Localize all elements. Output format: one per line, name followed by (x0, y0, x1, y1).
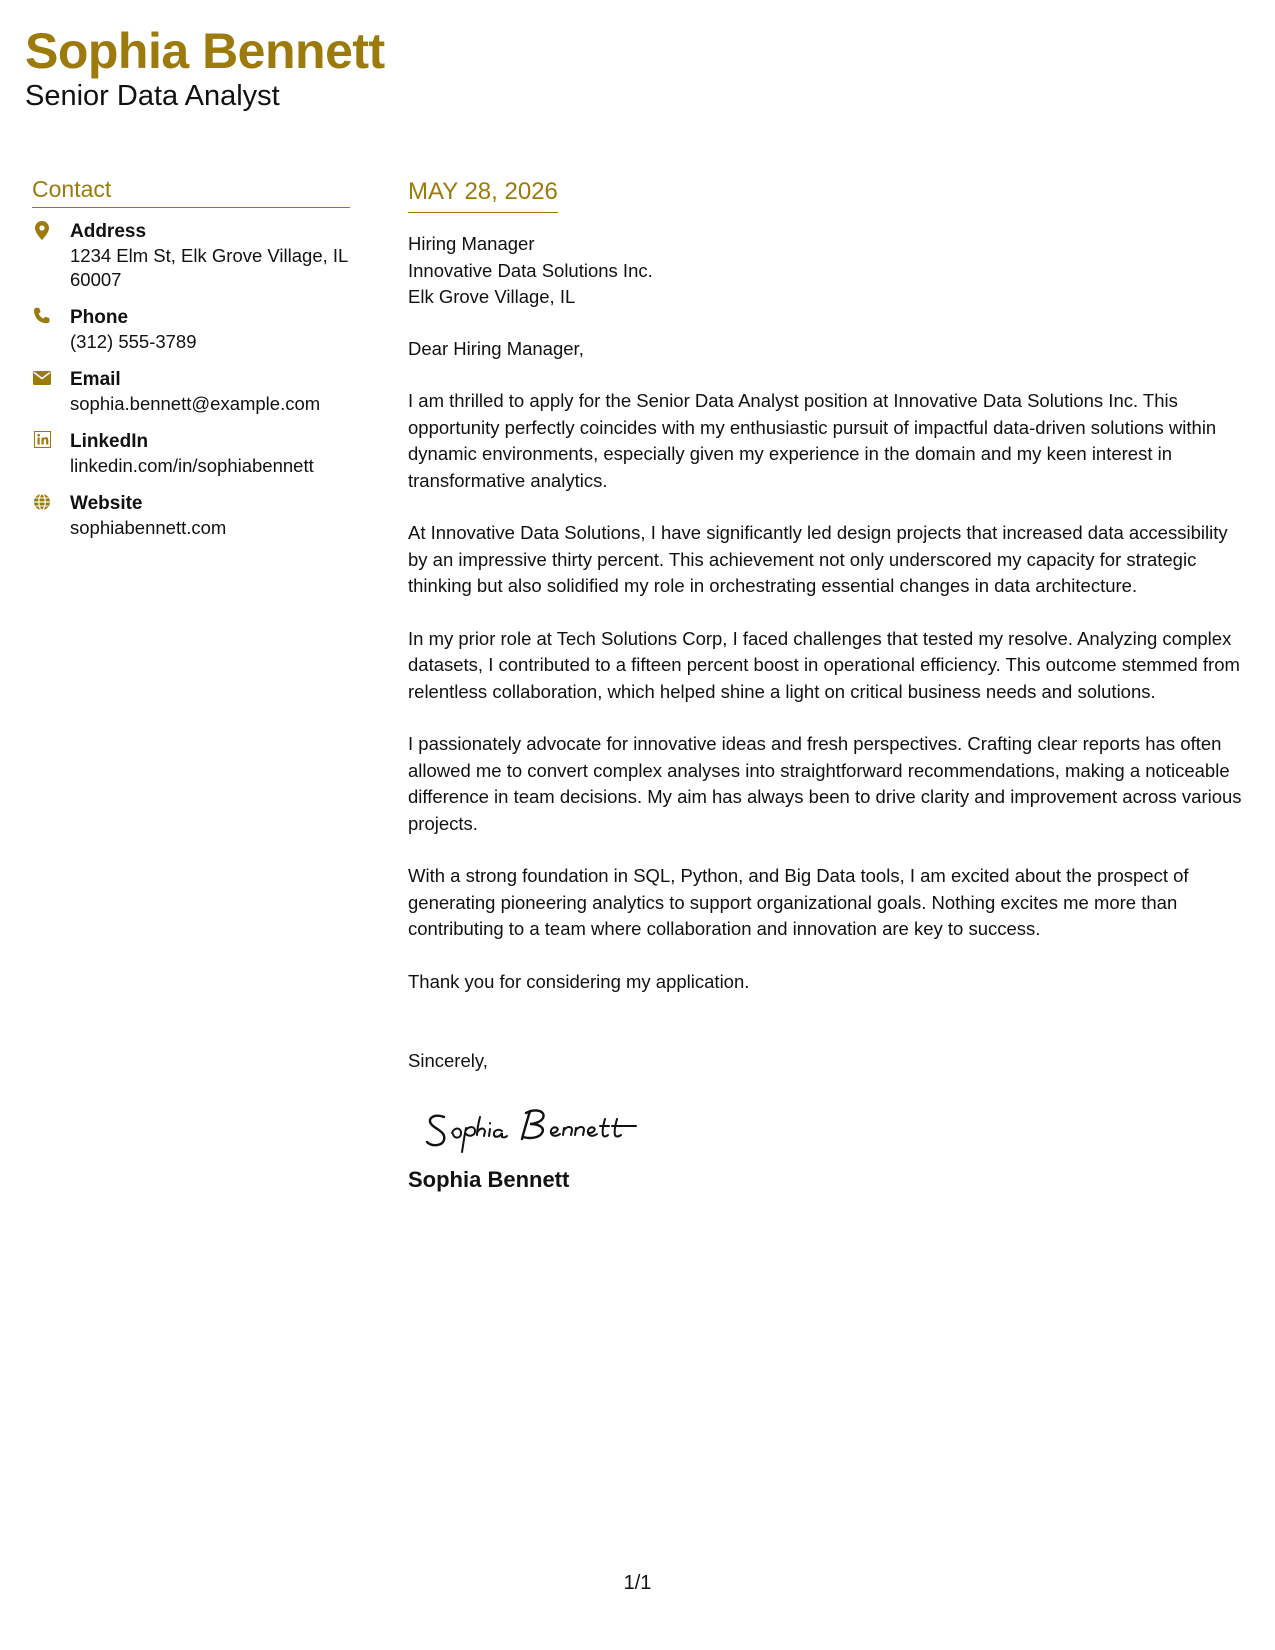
page-number: 1/1 (623, 1572, 652, 1594)
contact-sidebar (32, 176, 350, 554)
contact-label: Address (70, 221, 147, 242)
paragraph: With a strong foundation in SQL, Python, and Big Data tools, I am excited about the prospect of generating pioneering analytics to support organizational goals. Nothing excites me more than contributing to a team where collaboration and innovation are key to success. (408, 865, 1189, 939)
contact-address (32, 220, 350, 292)
website-value: sophiabennett.com (70, 517, 227, 538)
applicant-name: Sophia Bennett (25, 23, 385, 79)
contact-label: LinkedIn (70, 431, 149, 452)
recipient-line: Hiring Manager (408, 233, 535, 254)
contact-email (32, 368, 350, 416)
contact-linkedin (32, 430, 350, 478)
paragraph: At Innovative Data Solutions, I have significantly led design projects that increased data accessibility by an impressive thirty percent. This achievement not only underscored my capacity for strategic thinking but also solidified my role in orchestrating essential changes in data architecture. (408, 522, 1228, 596)
contact-label: Phone (70, 307, 129, 328)
contact-heading: Contact (32, 176, 350, 208)
job-title: Senior Data Analyst (25, 80, 280, 112)
closing-line: Thank you for considering my application. (408, 970, 750, 992)
email-value: sophia.bennett@example.com (70, 393, 321, 414)
recipient-block (408, 231, 1248, 311)
globe-icon (32, 492, 52, 515)
paragraph: In my prior role at Tech Solutions Corp, I faced challenges that tested my resolve. Analyzing complex datasets, I contributed to a fifteen percent boost in operational efficiency. This outcome stemmed from relentless collaboration, which helped shine a light on critical business needs and solutions. (408, 627, 1240, 702)
map-pin-icon (32, 220, 52, 243)
paragraph: I am thrilled to apply for the Senior Data Analyst position at Innovative Data Solutions Inc. This opportunity perfectly coincides with my enthusiastic pursuit of impactful data-driven solutions within dynamic environments, especially given my experience in the domain and my keen interest in transformative analytics. (408, 390, 1217, 491)
letter-body (408, 178, 1248, 1193)
recipient-location: Elk Grove Village, IL (408, 286, 576, 307)
paragraph: I passionately advocate for innovative ideas and fresh perspectives. Crafting clear reports has often allowed me to convert complex analyses into straightforward recommendations, making a noticeable difference in team decisions. My aim has always been to drive clarity and improvement across various projects. (408, 733, 1242, 834)
letter-date: MAY 28, 2026 (408, 178, 558, 213)
phone-icon (32, 306, 52, 329)
signed-name: Sophia Bennett (408, 1166, 570, 1192)
handwritten-signature (422, 1095, 682, 1159)
contact-label: Website (70, 493, 143, 514)
address-value: 1234 Elm St, Elk Grove Village, IL 60007 (70, 245, 348, 290)
contact-website (32, 492, 350, 540)
contact-label: Email (70, 369, 121, 390)
linkedin-value: linkedin.com/in/sophiabennett (70, 455, 314, 476)
sign-off: Sincerely, (408, 1050, 488, 1071)
greeting: Dear Hiring Manager, (408, 337, 584, 359)
linkedin-icon (32, 430, 52, 453)
recipient-company: Innovative Data Solutions Inc. (408, 259, 653, 281)
envelope-icon (32, 368, 52, 391)
contact-phone (32, 306, 350, 354)
phone-value: (312) 555-3789 (70, 331, 197, 352)
